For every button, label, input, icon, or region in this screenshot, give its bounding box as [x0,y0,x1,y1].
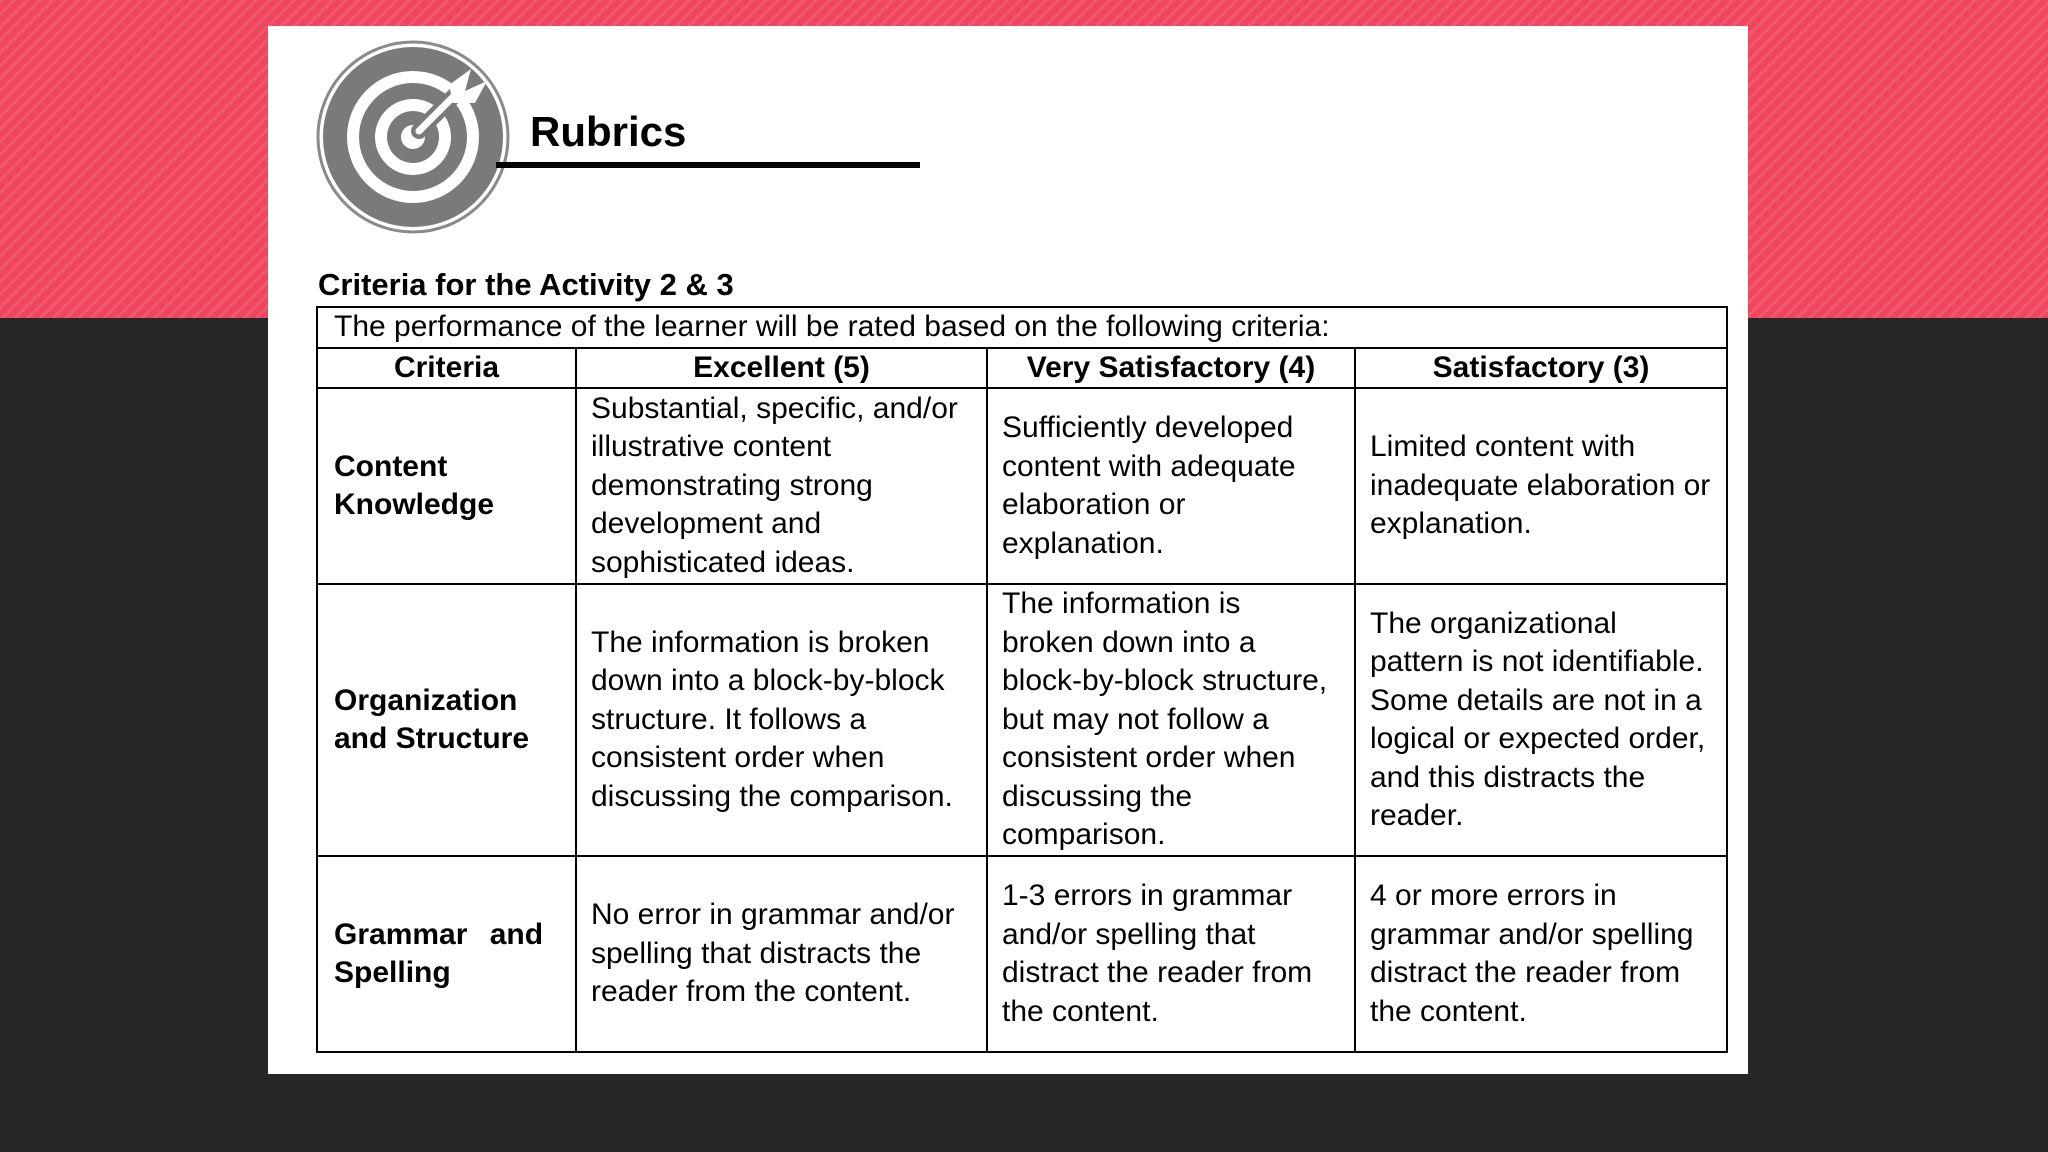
table-row [317,584,1727,856]
header-excellent: Excellent (5) [576,348,987,389]
page-title: Rubrics [530,108,687,155]
target-bullseye-icon [315,39,511,235]
table-row [317,388,1727,584]
very-satisfactory-cell: Sufficiently developed content with adequate elaboration or explanation. [987,388,1355,584]
excellent-cell: No error in grammar and/or spelling that distracts the reader from the content. [576,856,987,1052]
header-criteria: Criteria [317,348,576,389]
header-very-satisfactory: Very Satisfactory (4) [987,348,1355,389]
table-intro: The performance of the learner will be rated based on the following criteria: [317,307,1727,348]
table-row [317,856,1727,1052]
table-caption: Criteria for the Activity 2 & 3 [318,267,734,302]
table-intro-row [317,307,1727,348]
rubric-table [316,306,1728,1053]
very-satisfactory-cell: 1-3 errors in grammar and/or spelling that distract the reader from the content. [987,856,1355,1052]
criteria-cell: Grammar and Spelling [317,856,576,1052]
satisfactory-cell: The organizational pattern is not identifiable. Some details are not in a logical or expected order, and this distracts the reader. [1355,584,1727,856]
slide-document [268,26,1748,1074]
very-satisfactory-cell: The information is broken down into a block-by-block structure, but may not follow a consistent order when discussing the comparison. [987,584,1355,856]
criteria-cell: Content Knowledge [317,388,576,584]
excellent-cell: Substantial, specific, and/or illustrative content demonstrating strong development and sophisticated ideas. [576,388,987,584]
table-header-row [317,348,1727,389]
title-underline [496,162,920,168]
criteria-cell: Organization and Structure [317,584,576,856]
excellent-cell: The information is broken down into a block-by-block structure. It follows a consistent order when discussing the comparison. [576,584,987,856]
satisfactory-cell: 4 or more errors in grammar and/or spelling distract the reader from the content. [1355,856,1727,1052]
header-satisfactory: Satisfactory (3) [1355,348,1727,389]
satisfactory-cell: Limited content with inadequate elaboration or explanation. [1355,388,1727,584]
